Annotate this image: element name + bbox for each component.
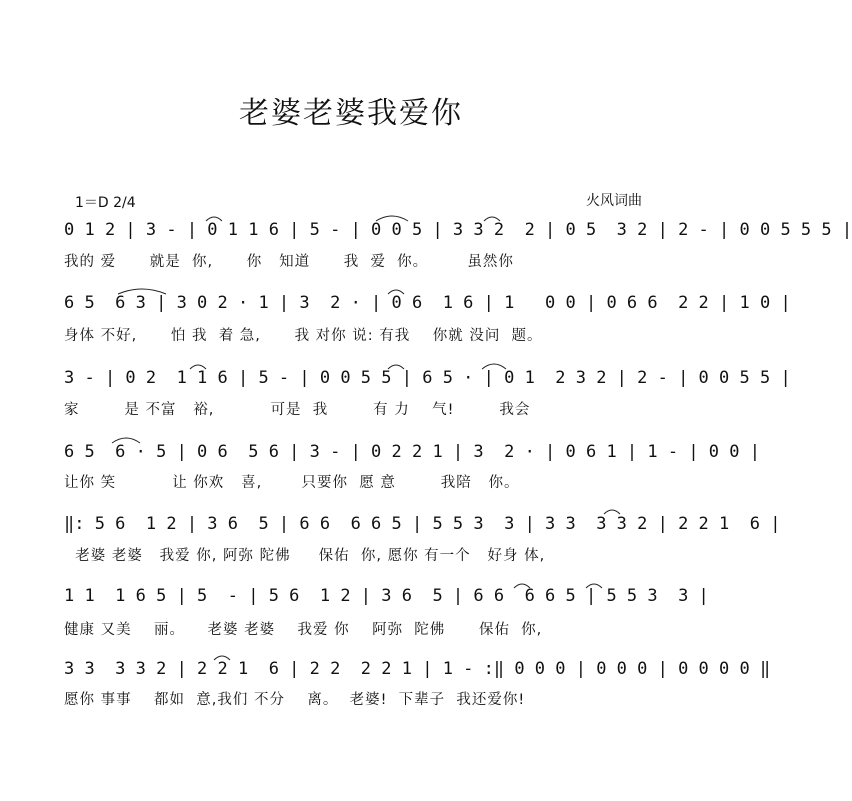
notation-line: 1 1 1 6 5 | 5 - | 5 6 1 2 | 3 6 5 | 6 6 6 6 5 | 5 5 3 3 | xyxy=(64,586,709,606)
notation-line: 3 3 3 3 2 | 2 2 1 6 | 2 2 2 2 1 | 1 - :‖ 0 0 0 | 0 0 0 | 0 0 0 0 ‖ xyxy=(64,659,771,679)
composer-credit: 火风词曲 xyxy=(586,193,642,209)
notation-line: 6 5 6 · 5 | 0 6 5 6 | 3 - | 0 2 2 1 | 3 2 · | 0 6 1 | 1 - | 0 0 | xyxy=(64,442,760,462)
lyrics-line: 让你 笑 让 你欢 喜, 只要你 愿 意 我陪 你。 xyxy=(64,475,520,491)
lyrics-line: 健康 又美 丽。 老婆 老婆 我爱 你 阿弥 陀佛 保佑 你, xyxy=(64,622,543,638)
notation-line: 6 5 6 3 | 3 0 2 · 1 | 3 2 · | 0 6 1 6 | 1 0 0 | 0 6 6 2 2 | 1 0 | xyxy=(64,293,791,313)
key-signature: 1＝D 2/4 xyxy=(75,195,136,211)
notation-line: ‖: 5 6 1 2 | 3 6 5 | 6 6 6 6 5 | 5 5 3 3 | 3 3 3 3 2 | 2 2 1 6 | xyxy=(64,514,781,534)
notation-line: 3 - | 0 2 1 1 6 | 5 - | 0 0 5 5 | 6 5 · | 0 1 2 3 2 | 2 - | 0 0 5 5 | xyxy=(64,368,791,388)
notation-line: 0 1 2 | 3 - | 0 1 1 6 | 5 - | 0 0 5 | 3 3 2 2 | 0 5 3 2 | 2 - | 0 0 5 5 5 | xyxy=(64,220,852,240)
lyrics-line: 老婆 老婆 我爱 你, 阿弥 陀佛 保佑 你, 愿你 有一个 好身 体, xyxy=(64,548,546,564)
lyrics-line: 愿你 事事 都如 意,我们 不分 离。 老婆! 下辈子 我还爱你! xyxy=(64,692,526,708)
lyrics-line: 家 是 不富 裕, 可是 我 有 力 气! 我会 xyxy=(64,402,531,418)
lyrics-line: 身体 不好, 怕 我 着 急, 我 对你 说: 有我 你就 没问 题。 xyxy=(64,328,543,344)
song-title: 老婆老婆我爱你 xyxy=(239,96,463,131)
lyrics-line: 我的 爱 就是 你, 你 知道 我 爱 你。 虽然你 xyxy=(64,254,514,270)
